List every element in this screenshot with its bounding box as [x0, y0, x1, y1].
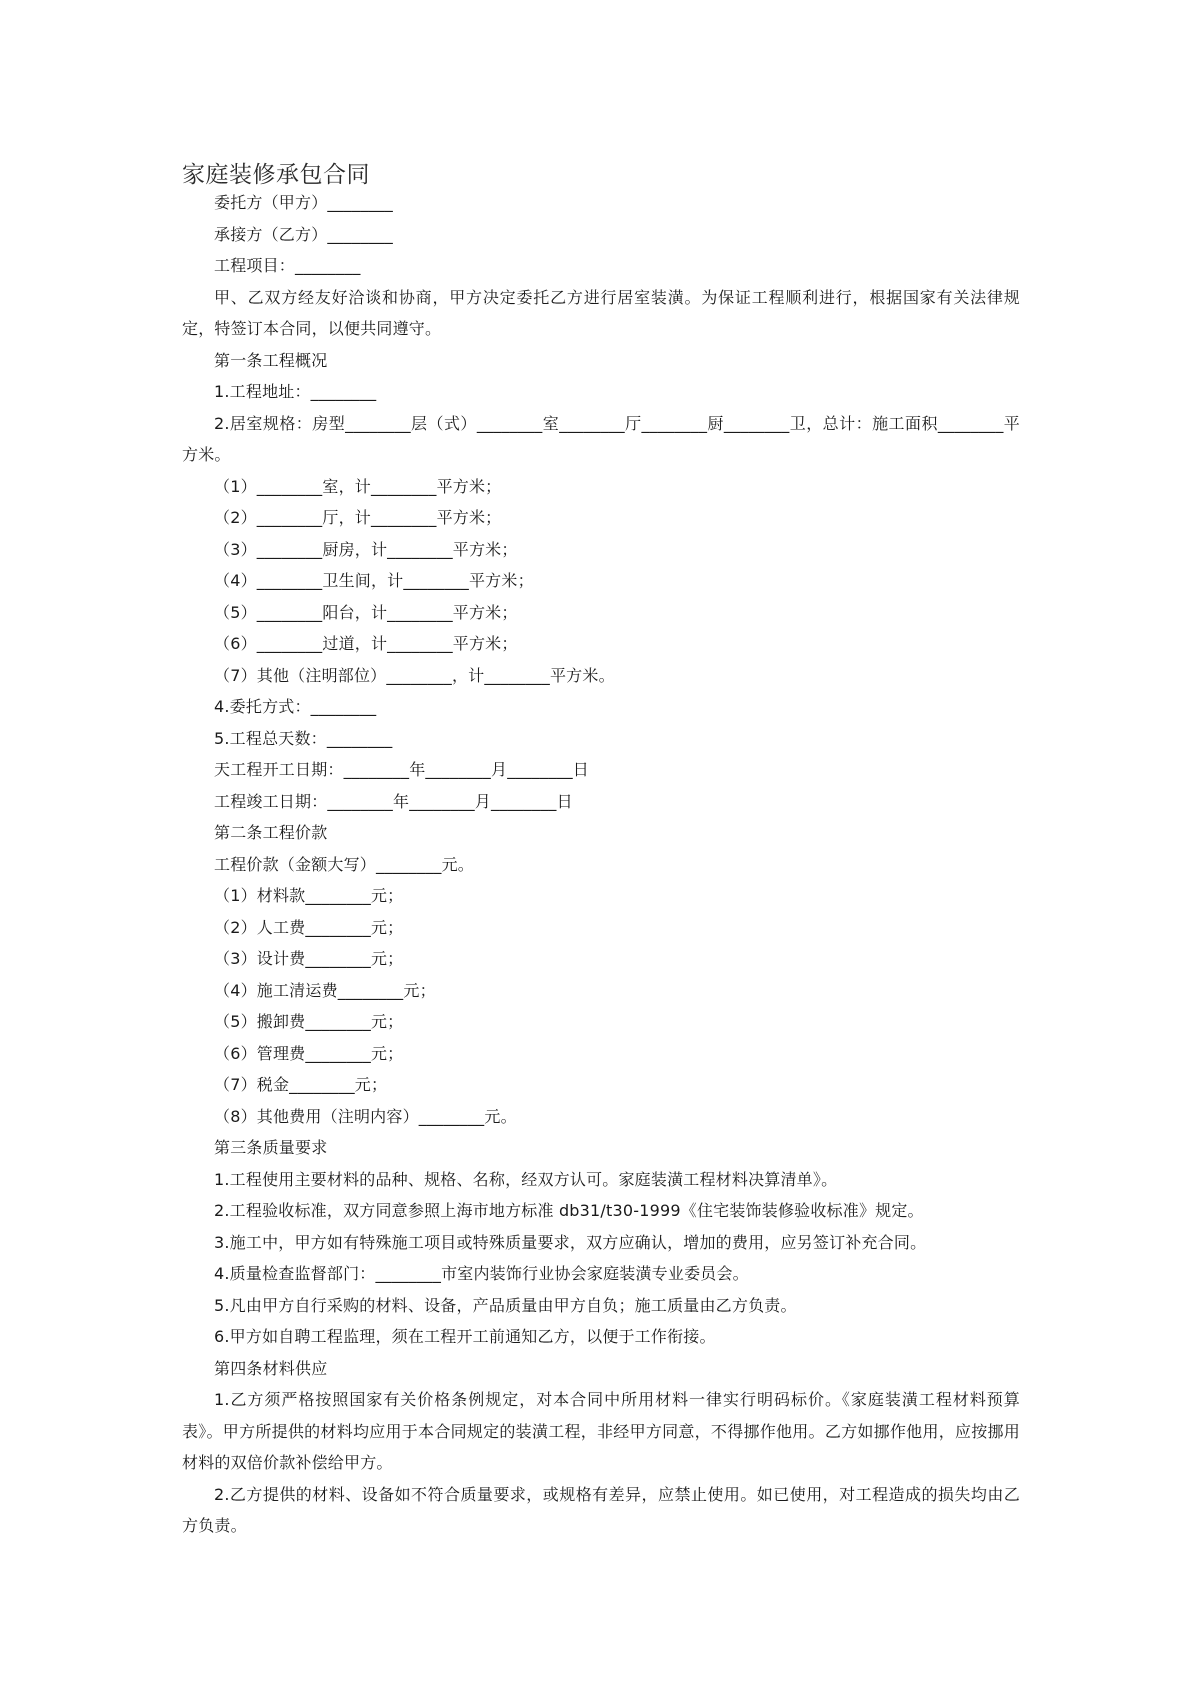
price-item-line: （8）其他费用（注明内容）________元。: [214, 1106, 517, 1126]
specs-paragraph: 2.居室规格：房型________层（式）________室________厅________厨________卫，总计：施工面积________平方米。: [182, 413, 1020, 464]
price-item-line: （5）搬卸费________元；: [214, 1012, 404, 1031]
start-date-line: 天工程开工日期：________年________月________日: [214, 760, 590, 779]
room-line: （4）________卫生间，计________平方米；: [214, 571, 534, 590]
project-line: 工程项目：________: [214, 256, 361, 275]
intro-paragraph: 甲、乙双方经友好洽谈和协商，甲方决定委托乙方进行居室装潢。为保证工程顺利进行，根据国家有关法律规定，特签订本合同，以便共同遵守。: [182, 287, 1020, 338]
price-item-line: （4）施工清运费________元；: [214, 980, 436, 1000]
quality-item-line: 2.工程验收标准，双方同意参照上海市地方标准 db31/t30-1999《住宅装饰装修验收标准》规定。: [214, 1201, 924, 1220]
address-line: 1.工程地址：________: [214, 382, 377, 401]
end-date-line: 工程竣工日期：________年________月________日: [214, 791, 573, 811]
room-line: （2）________厅，计________平方米；: [214, 508, 502, 527]
total-days-line: 5.工程总天数：________: [214, 728, 393, 748]
document-body: [182, 187, 1020, 1542]
quality-item-line: 3.施工中，甲方如有特殊施工项目或特殊质量要求，双方应确认，增加的费用，应另签订补充合同。: [214, 1232, 927, 1252]
price-item-line: （2）人工费________元；: [214, 917, 404, 937]
room-line: （6）________过道，计________平方米；: [214, 634, 518, 653]
party-a-line: 委托方（甲方）________: [214, 193, 394, 212]
materials-paragraph: 1.乙方须严格按照国家有关价格条例规定，对本合同中所用材料一律实行明码标价。《家庭装潢工程材料预算表》。甲方所提供的材料均应用于本合同规定的装潢工程，非经甲方同意，不得挪作他用。乙方如挪作他用，应按挪用材料的双倍价款补偿给甲方。: [182, 1390, 1020, 1472]
price-item-line: （7）税金________元；: [214, 1075, 388, 1094]
quality-item-line: 6.甲方如自聘工程监理，须在工程开工前通知乙方，以便于工作衔接。: [214, 1327, 716, 1346]
price-item-line: （6）管理费________元；: [214, 1043, 404, 1063]
room-line: （1）________室，计________平方米；: [214, 476, 502, 496]
room-line: （5）________阳台，计________平方米；: [214, 602, 518, 622]
section-heading-materials: 第四条材料供应: [214, 1358, 328, 1378]
quality-item-line: 5.凡由甲方自行采购的材料、设备，产品质量由甲方自负；施工质量由乙方负责。: [214, 1295, 797, 1315]
price-item-line: （1）材料款________元；: [214, 886, 404, 905]
quality-item-line: 1.工程使用主要材料的品种、规格、名称，经双方认可。家庭装潢工程材料决算清单》。: [214, 1169, 838, 1189]
commission-line: 4.委托方式：________: [214, 697, 377, 716]
quality-item-line: 4.质量检查监督部门：________市室内装饰行业协会家庭装潢专业委员会。: [214, 1264, 749, 1283]
section-heading-quality: 第三条质量要求: [214, 1138, 328, 1157]
section-heading-overview: 第一条工程概况: [214, 350, 328, 370]
room-line: （3）________厨房，计________平方米；: [214, 539, 518, 559]
price-total-line: 工程价款（金额大写）________元。: [214, 854, 475, 874]
room-line: （7）其他（注明部位）________，计________平方米。: [214, 665, 615, 685]
section-heading-price: 第二条工程价款: [214, 823, 328, 842]
document-title: 家庭装修承包合同: [182, 162, 370, 188]
materials-paragraph: 2.乙方提供的材料、设备如不符合质量要求，或规格有差异，应禁止使用。如已使用，对工程造成的损失均由乙方负责。: [182, 1484, 1020, 1535]
price-item-line: （3）设计费________元；: [214, 949, 404, 968]
party-b-line: 承接方（乙方）________: [214, 224, 394, 244]
